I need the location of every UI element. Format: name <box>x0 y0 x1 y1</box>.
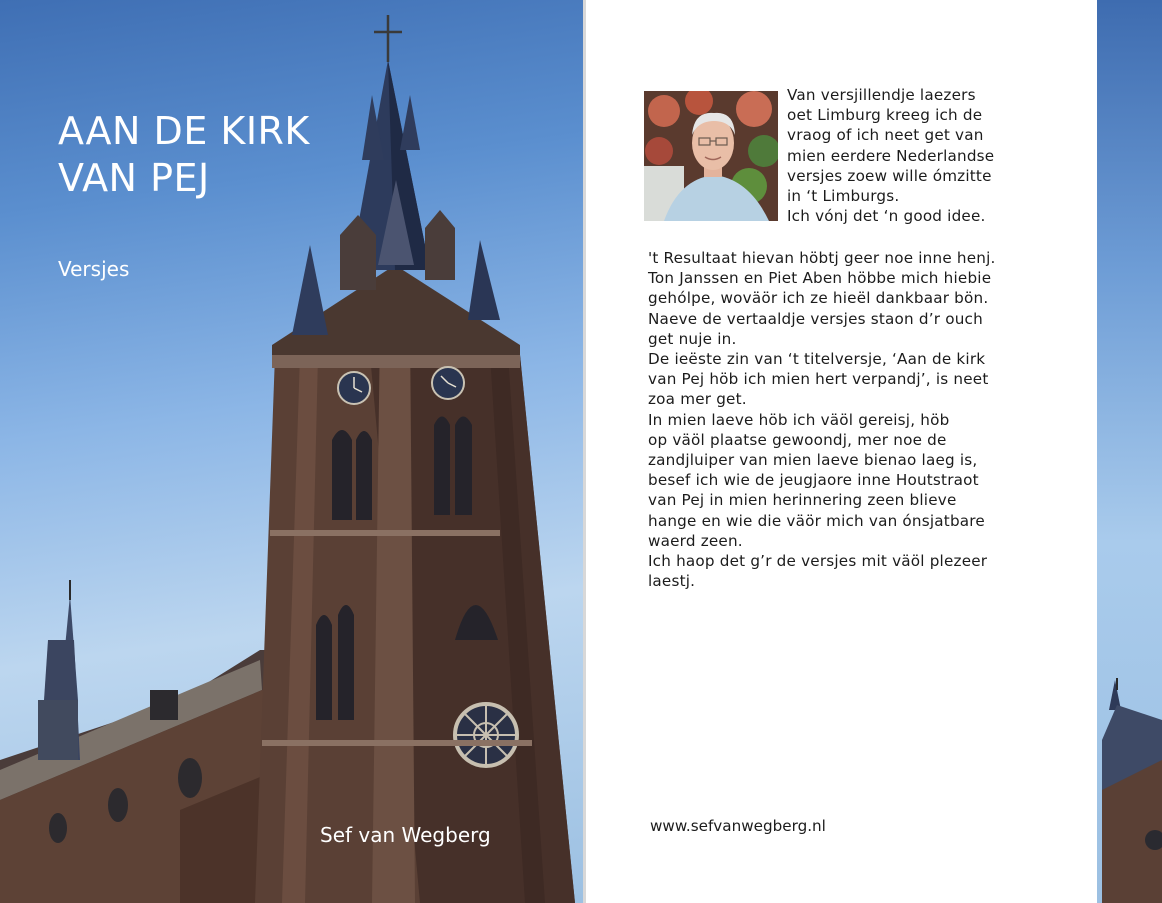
intro-line: vraog of ich neet get van <box>787 126 984 145</box>
body-line: zoa mer get. <box>648 390 747 409</box>
body-line: Ich haop det g’r de versjes mit väöl plezeer <box>648 552 988 571</box>
intro-text <box>787 85 1092 226</box>
body-line: van Pej höb ich mien hert verpandj’, is neet <box>648 370 989 389</box>
author-portrait <box>644 91 778 221</box>
body-line: De ieëste zin van ‘t titelversje, ‘Aan de kirk <box>648 350 986 369</box>
cover-title-line-2: VAN PEJ <box>58 156 210 200</box>
back-cover <box>586 0 1097 903</box>
intro-line: versjes zoew wille ómzitte <box>787 166 992 185</box>
body-line: op väöl plaatse gewoondj, mer noe de <box>648 430 947 449</box>
cover-subtitle: Versjes <box>58 257 130 281</box>
adjacent-cover-strip <box>1097 0 1162 903</box>
cover-title-line-1: AAN DE KIRK <box>58 109 310 153</box>
website-url: www.sefvanwegberg.nl <box>650 817 826 835</box>
cover-author: Sef van Wegberg <box>320 823 491 847</box>
church-photo-fragment <box>1097 0 1162 903</box>
body-line: besef ich wie de jeugjaore inne Houtstraot <box>648 471 979 490</box>
intro-line: mien eerdere Nederlandse <box>787 146 995 165</box>
body-line: gehólpe, woväör ich ze hieël dankbaar bön. <box>648 289 989 308</box>
body-line: waerd zeen. <box>648 531 743 550</box>
cover-title <box>58 108 310 202</box>
body-line: hange en wie die väör mich van ónsjatbare <box>648 511 985 530</box>
intro-line: Ich vónj det ‘n good idee. <box>787 207 986 226</box>
body-line: 't Resultaat hievan höbtj geer noe inne henj. <box>648 249 996 267</box>
body-line: Ton Janssen en Piet Aben höbbe mich hiebie <box>648 269 992 288</box>
body-line: laestj. <box>648 572 696 591</box>
body-line: zandjluiper van mien laeve bienao laeg is, <box>648 451 978 470</box>
intro-line: oet Limburg kreeg ich de <box>787 106 983 125</box>
body-line: Naeve de vertaaldje versjes staon d’r ouch <box>648 309 983 328</box>
body-text <box>648 248 1088 591</box>
intro-line: Van versjillendje laezers <box>787 86 976 104</box>
body-line: In mien laeve höb ich väöl gereisj, höb <box>648 410 950 429</box>
body-line: get nuje in. <box>648 329 737 348</box>
intro-line: in ‘t Limburgs. <box>787 187 900 206</box>
body-line: van Pej in mien herinnering zeen blieve <box>648 491 957 510</box>
